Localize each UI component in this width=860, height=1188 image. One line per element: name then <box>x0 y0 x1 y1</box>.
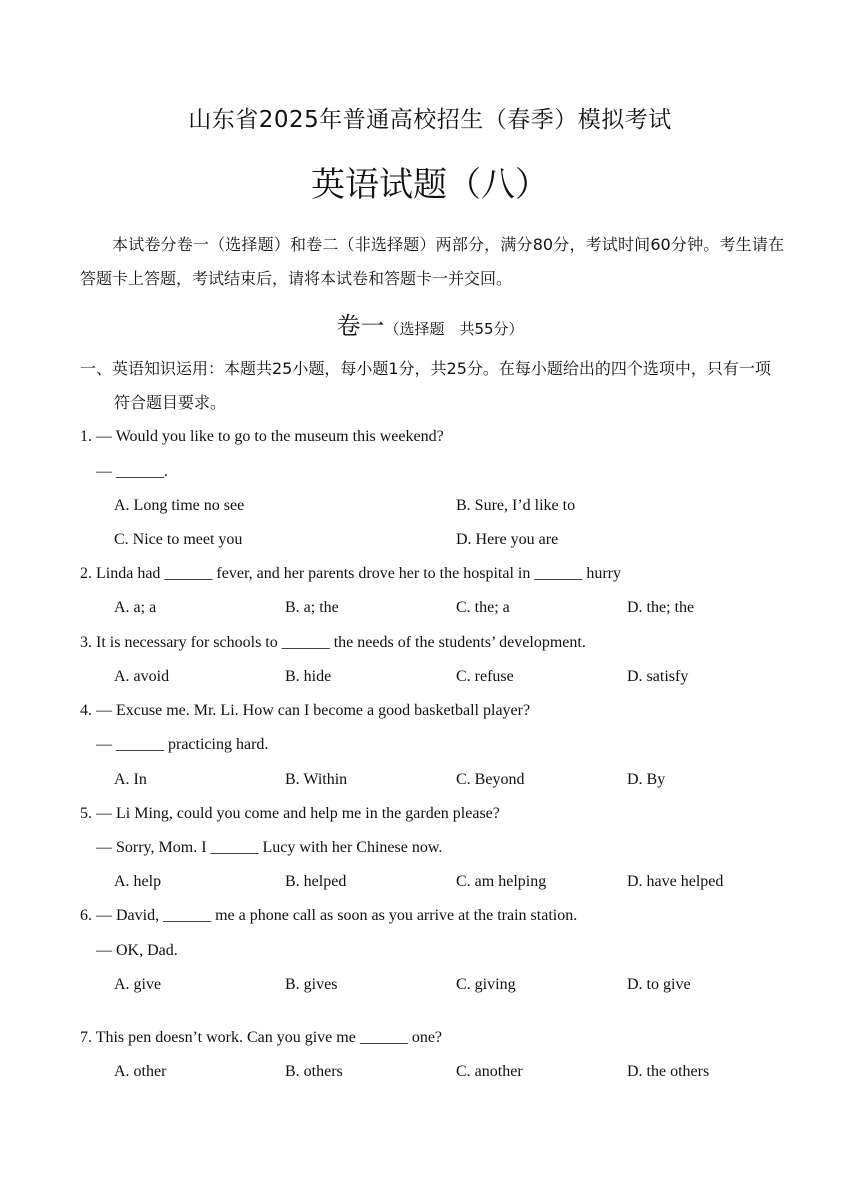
question-2-option-c[interactable]: C. the; a <box>456 599 510 616</box>
question-7-stem: 7. This pen doesn’t work. Can you give me ______ one? <box>80 1029 443 1046</box>
question-6-option-c[interactable]: C. giving <box>456 976 516 993</box>
volume-title <box>0 306 860 349</box>
question-6-reply: — OK, Dad. <box>96 942 178 959</box>
question-4-option-b[interactable]: B. Within <box>285 771 348 788</box>
question-7-option-c[interactable]: C. another <box>456 1063 523 1080</box>
question-6-option-b[interactable]: B. gives <box>285 976 338 993</box>
question-6-stem: 6. — David, ______ me a phone call as soon as you arrive at the train station. <box>80 907 578 924</box>
question-3-stem: 3. It is necessary for schools to ______ the needs of the students’ development. <box>80 634 586 651</box>
question-2-stem: 2. Linda had ______ fever, and her parents drove her to the hospital in ______ hurry <box>80 565 621 582</box>
question-1-option-c[interactable]: C. Nice to meet you <box>114 531 243 548</box>
question-6-option-d[interactable]: D. to give <box>627 976 691 993</box>
question-3-option-b[interactable]: B. hide <box>285 668 332 685</box>
question-7-option-a[interactable]: A. other <box>114 1063 167 1080</box>
question-1-option-b[interactable]: B. Sure, I’d like to <box>456 497 576 514</box>
question-4-stem: 4. — Excuse me. Mr. Li. How can I become a good basketball player? <box>80 702 531 719</box>
question-5-option-d[interactable]: D. have helped <box>627 873 724 890</box>
question-1-option-a[interactable]: A. Long time no see <box>114 497 245 514</box>
exam-instructions: 本试卷分卷一（选择题）和卷二（非选择题）两部分，满分80分，考试时间60分钟。考生请在答题卡上答题，考试结束后，请将本试卷和答题卡一并交回。 <box>80 235 784 288</box>
volume-title-main: 卷一 <box>336 312 385 340</box>
question-3-option-c[interactable]: C. refuse <box>456 668 514 685</box>
section-heading: 一、英语知识运用：本题共25小题，每小题1分，共25分。在每小题给出的四个选项中，只有一项符合题目要求。 <box>80 359 771 412</box>
exam-title: 英语试题（八） <box>311 165 549 205</box>
question-4-reply: — ______ practicing hard. <box>96 736 269 753</box>
question-5-stem: 5. — Li Ming, could you come and help me in the garden please? <box>80 805 500 822</box>
question-2-option-a[interactable]: A. a; a <box>114 599 157 616</box>
question-3-option-a[interactable]: A. avoid <box>114 668 170 685</box>
question-4-option-a[interactable]: A. In <box>114 771 147 788</box>
question-7-option-d[interactable]: D. the others <box>627 1063 710 1080</box>
question-6-option-a[interactable]: A. give <box>114 976 162 993</box>
question-2-option-d[interactable]: D. the; the <box>627 599 695 616</box>
question-1-reply: — ______. <box>96 463 168 480</box>
question-4-option-d[interactable]: D. By <box>627 771 666 788</box>
exam-header: 山东省2025年普通高校招生（春季）模拟考试 <box>188 107 672 133</box>
question-5-option-a[interactable]: A. help <box>114 873 162 890</box>
question-3-option-d[interactable]: D. satisfy <box>627 668 689 685</box>
question-1-stem: 1. — Would you like to go to the museum this weekend? <box>80 428 444 445</box>
volume-title-note: （选择题 共55分） <box>384 320 524 338</box>
question-4-option-c[interactable]: C. Beyond <box>456 771 525 788</box>
question-7-option-b[interactable]: B. others <box>285 1063 343 1080</box>
question-5-reply: — Sorry, Mom. I ______ Lucy with her Chinese now. <box>96 839 443 856</box>
question-2-option-b[interactable]: B. a; the <box>285 599 339 616</box>
question-5-option-c[interactable]: C. am helping <box>456 873 547 890</box>
question-1-option-d[interactable]: D. Here you are <box>456 531 559 548</box>
question-5-option-b[interactable]: B. helped <box>285 873 347 890</box>
